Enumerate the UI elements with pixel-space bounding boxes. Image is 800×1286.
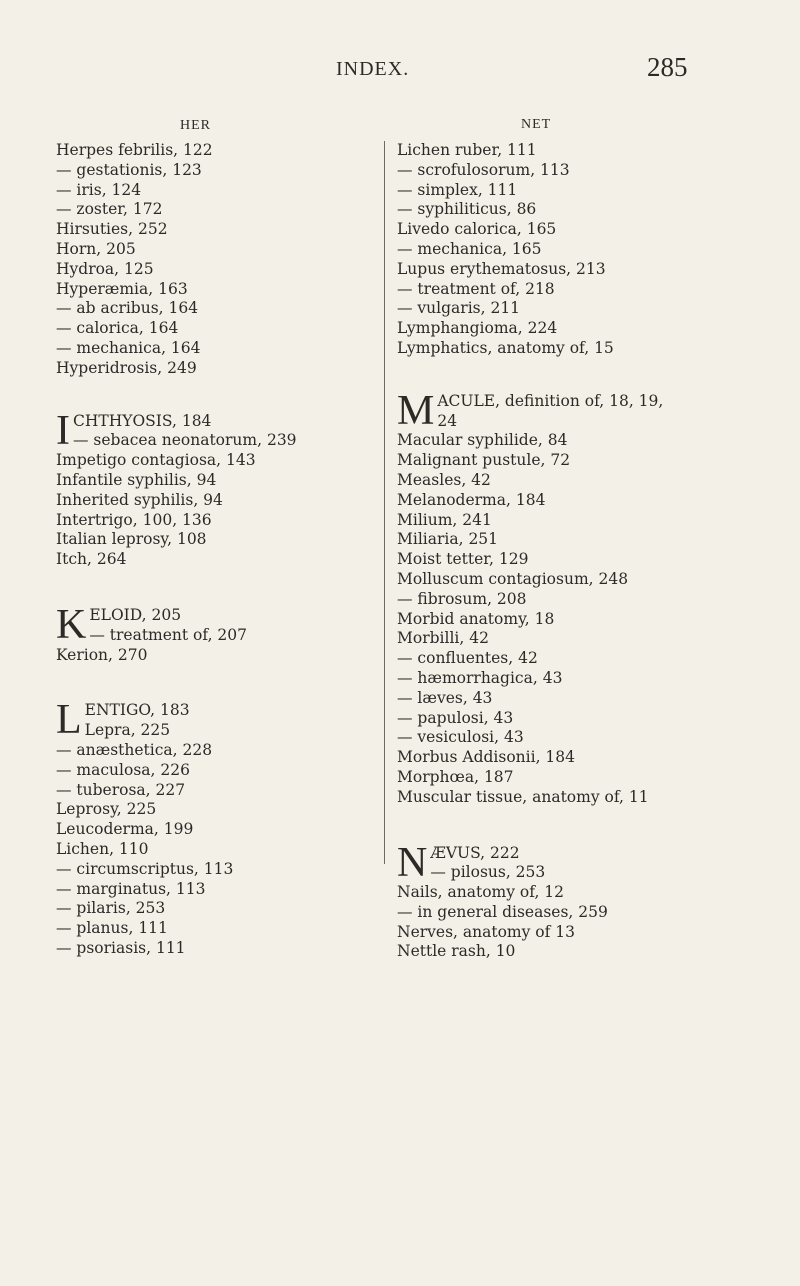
index-entry: — gestationis, 123: [56, 160, 202, 179]
index-entry: Infantile syphilis, 94: [56, 470, 217, 489]
index-entry: — papulosi, 43: [397, 708, 514, 727]
index-entry: — zoster, 172: [56, 200, 163, 219]
index-entry: — confluentes, 42: [397, 649, 538, 668]
index-entry: Morphœa, 187: [397, 767, 514, 786]
section-second-line: — treatment of, 207: [89, 625, 248, 644]
index-entry: — iris, 124: [56, 180, 142, 199]
drop-initial: K: [56, 601, 87, 648]
index-entry: — læves, 43: [397, 688, 493, 707]
section-first-line: CHTHYOSIS, 184: [73, 411, 212, 430]
index-entry: — vesiculosi, 43: [397, 728, 524, 747]
index-entry: Lichen, 110: [56, 839, 149, 858]
index-entry: Hirsuties, 252: [56, 220, 168, 239]
index-entry: Leprosy, 225: [56, 800, 157, 819]
index-entry: Livedo calorica, 165: [397, 220, 557, 239]
drop-initial: N: [397, 839, 428, 886]
n-section: [397, 839, 797, 963]
index-entry: — tuberosa, 227: [56, 780, 186, 799]
section-second-line: — sebacea neonatorum, 239: [73, 431, 297, 450]
section-first-line: ÆVUS, 222: [430, 843, 520, 862]
running-head: INDEX.: [336, 58, 410, 80]
index-entry: — anæsthetica, 228: [56, 740, 213, 759]
index-entry: Milium, 241: [397, 510, 492, 529]
h-entries: [56, 141, 376, 379]
index-entry: — ab acribus, 164: [56, 299, 199, 318]
index-entry: — syphiliticus, 86: [397, 200, 537, 219]
drop-initial: M: [397, 387, 435, 434]
index-entry: Morbus Addisonii, 184: [397, 748, 576, 767]
index-entry: — planus, 111: [56, 919, 168, 938]
index-entry: — maculosa, 226: [56, 760, 190, 779]
index-entry: Nettle rash, 10: [397, 942, 516, 961]
section-first-line: ACULE, definition of, 18, 19,: [437, 391, 664, 410]
index-entry: Malignant pustule, 72: [397, 451, 571, 470]
index-entry: — vulgaris, 211: [397, 299, 521, 318]
index-entry: Morbilli, 42: [397, 629, 489, 648]
index-entry: Impetigo contagiosa, 143: [56, 451, 256, 470]
index-entry: — simplex, 111: [397, 180, 518, 199]
section-first-line: ENTIGO, 183: [84, 701, 190, 720]
index-entry: Nails, anatomy of, 12: [397, 883, 565, 902]
index-entry: Horn, 205: [56, 239, 136, 258]
index-entry: Leucoderma, 199: [56, 820, 194, 839]
index-entry: Intertrigo, 100, 136: [56, 510, 212, 529]
index-entry: — marginatus, 113: [56, 879, 206, 898]
index-entry: Macular syphilide, 84: [397, 431, 568, 450]
index-entry: Nerves, anatomy of 13: [397, 922, 576, 941]
index-entry: Molluscum contagiosum, 248: [397, 569, 629, 588]
left-column: [56, 141, 376, 959]
index-entry: Melanoderma, 184: [397, 490, 546, 509]
index-entry: Kerion, 270: [56, 645, 148, 664]
index-entry: Hyperæmia, 163: [56, 279, 188, 298]
index-entry: — scrofulosorum, 113: [397, 160, 570, 179]
k-section: [56, 601, 376, 665]
index-entry: Morbid anatomy, 18: [397, 609, 555, 628]
section-second-line: Lepra, 225: [84, 721, 171, 740]
right-catchword: NET: [521, 117, 552, 132]
left-catchword: HER: [180, 118, 211, 133]
index-entry: — mechanica, 164: [56, 338, 201, 357]
page-number: 285: [647, 52, 688, 82]
index-entry: — hæmorrhagica, 43: [397, 668, 563, 687]
index-entry: Measles, 42: [397, 470, 491, 489]
index-entry: Hyperidrosis, 249: [56, 358, 197, 377]
index-entry: Italian leprosy, 108: [56, 530, 207, 549]
section-second-line: — pilosus, 253: [430, 863, 546, 882]
index-entry: Itch, 264: [56, 550, 127, 569]
index-entry: — circumscriptus, 113: [56, 859, 234, 878]
index-entry: Lymphatics, anatomy of, 15: [397, 338, 614, 357]
i-section: [56, 407, 376, 570]
index-entry: — pilaris, 253: [56, 899, 166, 918]
index-entry: Miliaria, 251: [397, 530, 499, 549]
m-section: [397, 387, 797, 808]
index-entry: Lichen ruber, 111: [397, 141, 537, 159]
l-section: [56, 697, 376, 958]
index-entry: Muscular tissue, anatomy of, 11: [397, 787, 649, 806]
drop-initial: L: [56, 697, 82, 744]
index-entry: Herpes febrilis, 122: [56, 141, 213, 159]
index-entry: — psoriasis, 111: [56, 938, 186, 957]
index-entry: Moist tetter, 129: [397, 550, 529, 569]
drop-initial: I: [56, 407, 70, 454]
section-first-line: ELOID, 205: [89, 605, 182, 624]
index-entry: — fibrosum, 208: [397, 589, 527, 608]
index-entry: — treatment of, 218: [397, 279, 555, 298]
index-entry: Lymphangioma, 224: [397, 319, 558, 338]
index-entry: — calorica, 164: [56, 319, 179, 338]
right-column: [384, 141, 797, 961]
index-entry: — mechanica, 165: [397, 239, 542, 258]
index-entry: — in general diseases, 259: [397, 902, 608, 921]
index-entry: Hydroa, 125: [56, 259, 154, 278]
section-second-line: 24: [437, 411, 458, 430]
index-entry: Inherited syphilis, 94: [56, 490, 223, 509]
index-entry: Lupus erythematosus, 213: [397, 259, 606, 278]
l-continued-entries: [397, 141, 797, 359]
